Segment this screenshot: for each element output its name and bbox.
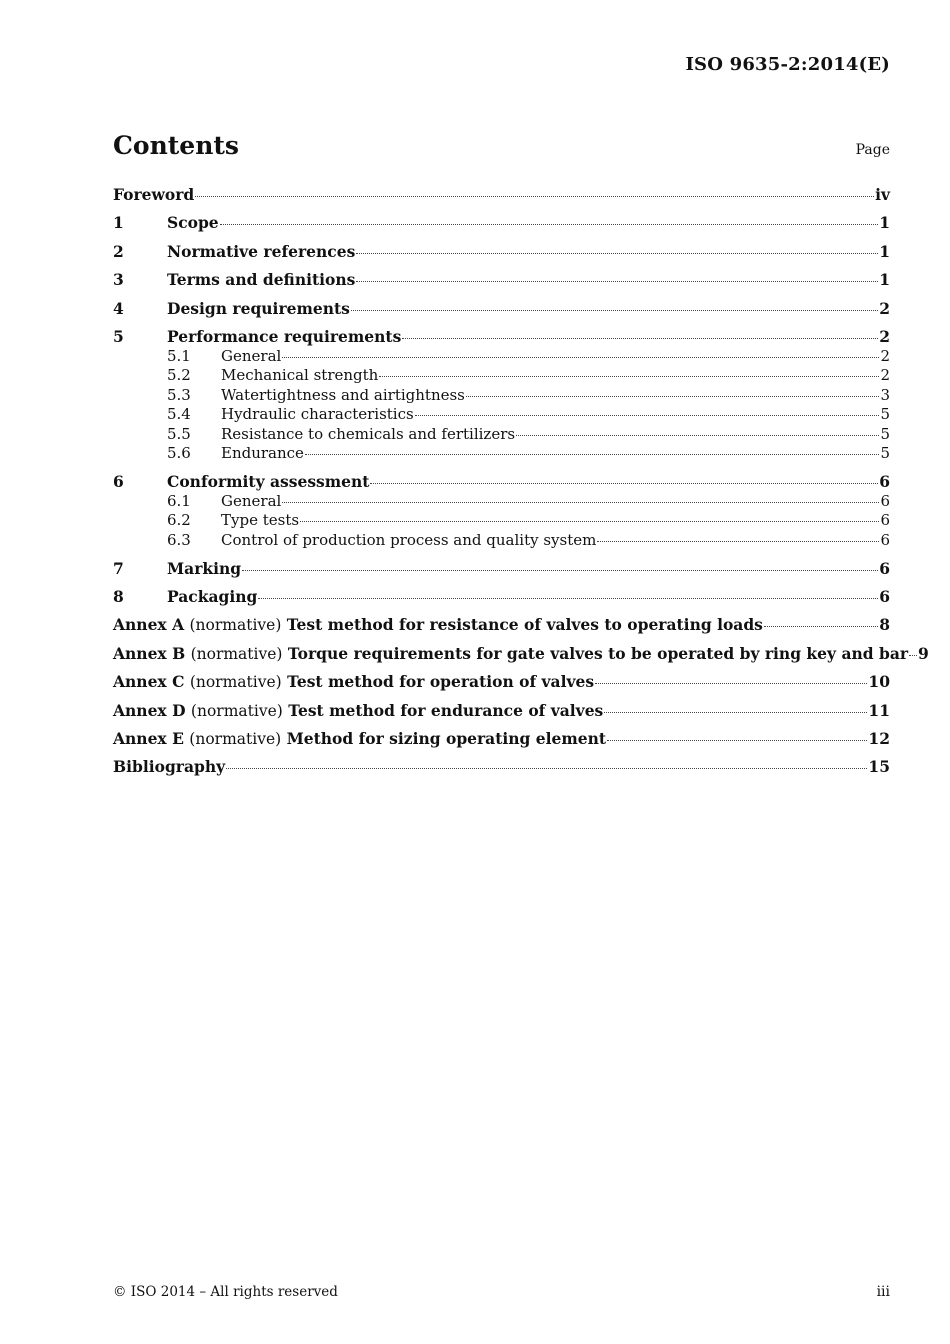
toc-page: 5 (880, 424, 890, 443)
toc-number: 4 (113, 298, 124, 318)
toc-entry-terms-and-definitions[interactable] (113, 270, 890, 298)
toc-number: 6 (113, 471, 124, 491)
toc-number: 7 (113, 558, 124, 578)
annex-label: Annex D (113, 700, 186, 720)
toc-title: General (221, 346, 282, 365)
toc-page: 1 (879, 241, 890, 261)
toc-title: Endurance (221, 443, 304, 462)
toc-page: 2 (880, 346, 890, 365)
toc-number: 8 (113, 587, 124, 607)
toc-page: 1 (879, 270, 890, 290)
toc-title (113, 672, 594, 691)
toc-number: 6.1 (167, 491, 191, 510)
toc-entry-foreword[interactable] (113, 185, 890, 213)
leader-dots (909, 655, 917, 656)
toc-subentry-5-5[interactable] (113, 425, 890, 444)
toc-page: 6 (879, 471, 890, 491)
leader-dots (379, 376, 879, 377)
toc-entry-annex-b[interactable] (113, 643, 929, 672)
leader-dots (604, 712, 867, 713)
toc-subentry-6-1[interactable] (113, 492, 890, 511)
toc-page: 2 (880, 366, 890, 385)
table-of-contents (113, 185, 929, 786)
annex-title: Test method for resistance of valves to operating loads (286, 615, 763, 635)
toc-title: Mechanical strength (221, 366, 379, 385)
toc-page: 2 (879, 298, 890, 318)
toc-page: 5 (880, 443, 890, 462)
toc-title: Control of production process and quality system (221, 530, 597, 549)
toc-title (113, 729, 606, 748)
toc-title (113, 644, 908, 663)
toc-entry-annex-d[interactable] (113, 701, 890, 729)
document-id: ISO 9635-2:2014(E) (685, 54, 890, 75)
toc-title: Normative references (167, 241, 356, 261)
toc-page: 12 (868, 729, 890, 749)
toc-page: 1 (879, 213, 890, 233)
leader-dots (226, 768, 867, 769)
leader-dots (356, 253, 878, 254)
leader-dots (258, 598, 878, 599)
copyright-notice: © ISO 2014 – All rights reserved (113, 1284, 338, 1300)
annex-title: Method for sizing operating element (286, 729, 607, 749)
toc-entry-annex-c[interactable] (113, 672, 890, 700)
leader-dots (595, 683, 867, 684)
toc-number: 5.3 (167, 385, 191, 404)
toc-number: 5 (113, 326, 124, 346)
annex-title: Test method for operation of valves (287, 672, 595, 692)
toc-page: 6 (880, 491, 890, 510)
leader-dots (597, 541, 879, 542)
leader-dots (242, 570, 878, 571)
annex-title: Torque requirements for gate valves to be operated by ring key and bar (287, 643, 909, 663)
annex-title: Test method for endurance of valves (288, 700, 604, 720)
toc-page: iv (875, 185, 890, 204)
toc-title: Conformity assessment (167, 471, 370, 491)
toc-entry-conformity-assessment[interactable] (113, 472, 890, 492)
toc-entry-annex-a[interactable] (113, 615, 890, 643)
toc-subentry-5-2[interactable] (113, 366, 890, 385)
toc-number: 2 (113, 241, 124, 261)
annex-label: Annex C (113, 672, 185, 692)
toc-page: 6 (879, 558, 890, 578)
contents-title: Contents (113, 131, 240, 160)
leader-dots (351, 310, 878, 311)
toc-entry-annex-e[interactable] (113, 729, 890, 757)
toc-page: 15 (868, 757, 890, 777)
toc-entry-marking[interactable] (113, 559, 890, 587)
toc-title: Foreword (113, 185, 195, 204)
toc-entry-bibliography[interactable] (113, 757, 890, 785)
annex-label: Annex A (113, 615, 185, 635)
page-column-label: Page (855, 142, 890, 158)
toc-number: 5.2 (167, 366, 191, 385)
leader-dots (282, 357, 879, 358)
leader-dots (607, 740, 867, 741)
toc-page: 8 (879, 615, 890, 635)
toc-page: 5 (880, 405, 890, 424)
leader-dots (516, 435, 879, 436)
toc-subentry-6-2[interactable] (113, 511, 890, 530)
toc-page: 2 (879, 326, 890, 346)
toc-title: Terms and definitions (167, 270, 356, 290)
toc-title (113, 701, 603, 720)
annex-kind: (normative) (190, 701, 283, 720)
leader-dots (370, 483, 878, 484)
toc-title: Resistance to chemicals and fertilizers (221, 424, 516, 443)
toc-title: Bibliography (113, 757, 226, 777)
page-number: iii (876, 1284, 890, 1300)
toc-number: 6.3 (167, 530, 191, 549)
toc-entry-scope[interactable] (113, 213, 890, 241)
toc-number: 5.6 (167, 443, 191, 462)
annex-kind: (normative) (190, 644, 283, 663)
toc-subentry-5-1[interactable] (113, 347, 890, 366)
toc-subentry-5-3[interactable] (113, 386, 890, 405)
toc-subentry-6-3[interactable] (113, 531, 890, 559)
toc-title: Type tests (221, 511, 300, 530)
toc-page: 3 (880, 385, 890, 404)
toc-number: 6.2 (167, 511, 191, 530)
toc-page: 6 (879, 587, 890, 607)
toc-page: 11 (868, 700, 890, 720)
toc-title: Packaging (167, 587, 258, 607)
annex-label: Annex E (113, 729, 184, 749)
toc-entry-normative-references[interactable] (113, 242, 890, 270)
toc-number: 1 (113, 213, 124, 233)
toc-entry-packaging[interactable] (113, 587, 890, 615)
toc-page: 6 (880, 530, 890, 549)
toc-page: 6 (880, 511, 890, 530)
leader-dots (220, 224, 879, 225)
toc-subentry-5-4[interactable] (113, 405, 890, 424)
toc-title: Scope (167, 213, 219, 233)
toc-title (113, 615, 763, 634)
leader-dots (305, 454, 880, 455)
toc-title: Performance requirements (167, 326, 402, 346)
toc-title: Watertightness and airtightness (221, 385, 465, 404)
toc-number: 5.4 (167, 405, 191, 424)
leader-dots (300, 521, 879, 522)
toc-title: Marking (167, 558, 242, 578)
toc-entry-performance-requirements[interactable] (113, 327, 890, 347)
toc-title: General (221, 491, 282, 510)
leader-dots (415, 415, 880, 416)
leader-dots (195, 196, 874, 197)
annex-kind: (normative) (189, 616, 282, 635)
toc-title: Design requirements (167, 298, 350, 318)
leader-dots (356, 281, 878, 282)
toc-entry-design-requirements[interactable] (113, 299, 890, 327)
leader-dots (282, 502, 879, 503)
toc-number: 3 (113, 270, 124, 290)
toc-page: 9 (918, 643, 929, 663)
toc-number: 5.5 (167, 424, 191, 443)
toc-number: 5.1 (167, 346, 191, 365)
toc-title: Hydraulic characteristics (221, 405, 414, 424)
toc-subentry-5-6[interactable] (113, 444, 890, 472)
leader-dots (466, 396, 880, 397)
leader-dots (402, 338, 878, 339)
annex-kind: (normative) (189, 730, 282, 749)
leader-dots (764, 626, 878, 627)
annex-label: Annex B (113, 643, 186, 663)
annex-kind: (normative) (189, 673, 282, 692)
toc-page: 10 (868, 672, 890, 692)
